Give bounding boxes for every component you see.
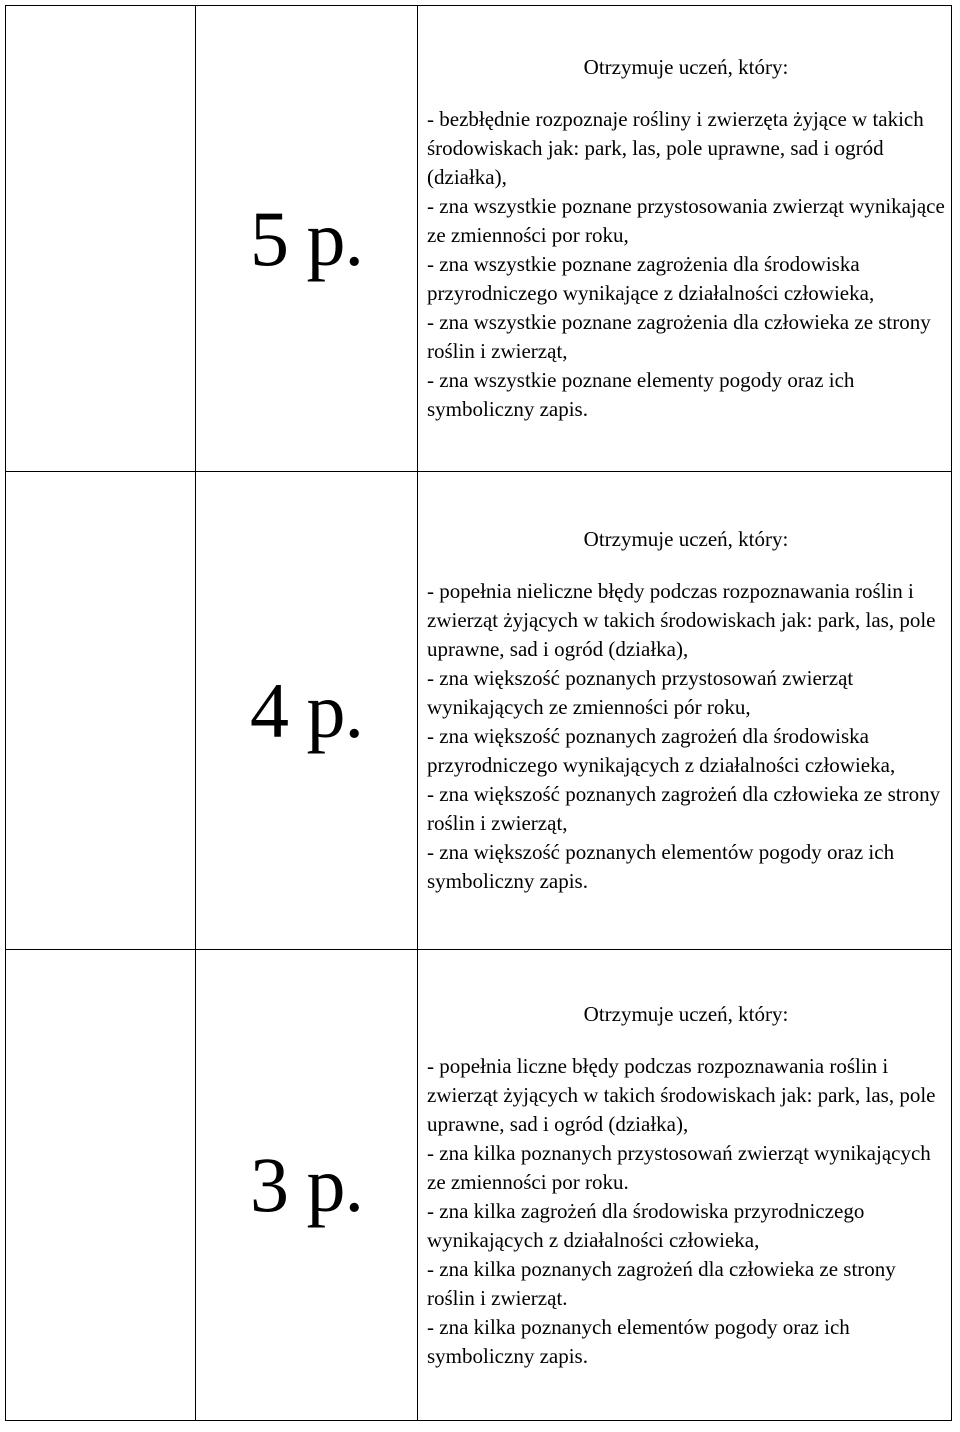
criteria-item: - popełnia liczne błędy podczas rozpoznawania roślin i zwierząt żyjących w takich środowiskach jak: park, las, pole uprawne, sad i ogród (działka), [427, 1053, 936, 1136]
criteria-item: - zna większość poznanych zagrożeń dla środowiska przyrodniczego wynikających z działalności człowieka, [427, 724, 896, 777]
criteria-item: - zna większość poznanych przystosowań zwierząt wynikających ze zmienności pór roku, [427, 666, 854, 719]
criteria-item: - popełnia nieliczne błędy podczas rozpoznawania roślin i zwierząt żyjących w takich środowiskach jak: park, las, pole uprawne, sad i ogród (działka), [427, 579, 936, 661]
criteria-cell [418, 472, 952, 950]
empty-cell [6, 472, 196, 950]
criteria-heading: Otrzymuje uczeń, który: [583, 1001, 789, 1026]
criteria-list [427, 577, 945, 896]
criteria-cell [418, 6, 952, 472]
criteria-item: - zna większość poznanych zagrożeń dla człowieka ze strony roślin i zwierząt, [427, 782, 941, 835]
criteria-item: - bezbłędnie rozpoznaje rośliny i zwierzęta żyjące w takich środowiskach jak: park, las, pole uprawne, sad i ogród (działka), [427, 107, 924, 189]
table-row [6, 6, 952, 472]
criteria-item: - zna kilka poznanych przystosowań zwierząt wynikających ze zmienności por roku. [427, 1140, 931, 1194]
criteria-item: - zna kilka zagrożeń dla środowiska przyrodniczego wynikających z działalności człowieka, [427, 1198, 865, 1252]
criteria-item: - zna kilka poznanych zagrożeń dla człowieka ze strony roślin i zwierząt. [427, 1256, 896, 1310]
criteria-item: - zna wszystkie poznane zagrożenia dla środowiska przyrodniczego wynikające z działalności człowieka, [427, 252, 875, 305]
empty-cell [6, 950, 196, 1421]
criteria-item: - zna większość poznanych elementów pogody oraz ich symboliczny zapis. [427, 840, 895, 893]
empty-cell [6, 6, 196, 472]
grade-cell [196, 950, 418, 1421]
criteria-heading: Otrzymuje uczeń, który: [583, 527, 789, 551]
criteria-item: - zna wszystkie poznane elementy pogody oraz ich symboliczny zapis. [427, 368, 855, 421]
grade-label: 3 p. [250, 1141, 363, 1228]
criteria-cell [418, 950, 952, 1421]
grade-label: 4 p. [250, 666, 363, 754]
criteria-item: - zna kilka poznanych elementów pogody oraz ich symboliczny zapis. [427, 1314, 850, 1368]
criteria-list [427, 1052, 945, 1371]
criteria-list [427, 105, 945, 424]
criteria-heading: Otrzymuje uczeń, który: [583, 55, 789, 79]
grading-criteria-table [5, 5, 952, 1421]
grade-cell [196, 6, 418, 472]
criteria-item: - zna wszystkie poznane przystosowania zwierząt wynikające ze zmienności por roku, [427, 194, 945, 247]
grade-label: 5 p. [250, 194, 363, 282]
grade-cell [196, 472, 418, 950]
table-row [6, 472, 952, 950]
criteria-item: - zna wszystkie poznane zagrożenia dla człowieka ze strony roślin i zwierząt, [427, 310, 931, 363]
table-row [6, 950, 952, 1421]
